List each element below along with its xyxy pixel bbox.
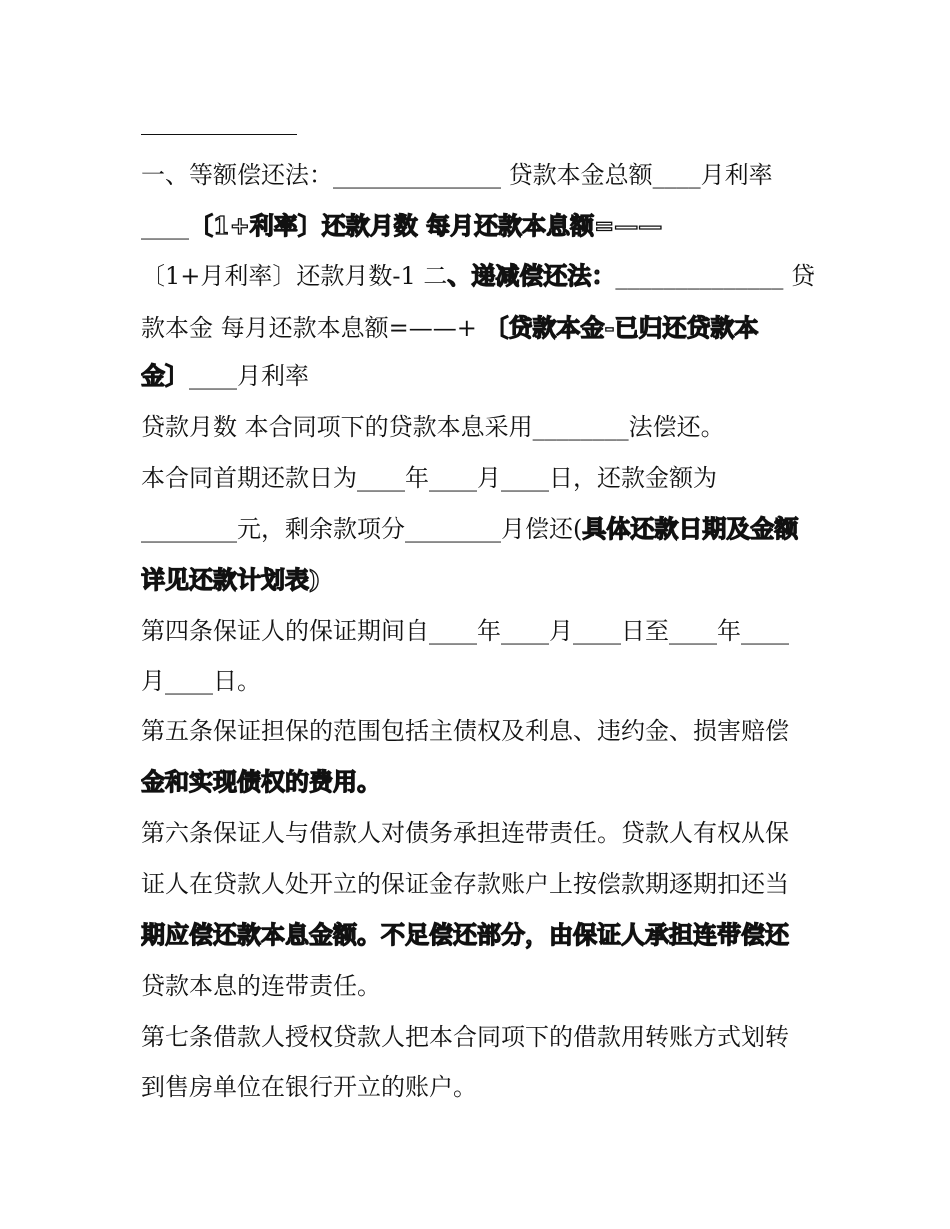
- outlined-text-segment: 详见还款计划表): [141, 565, 321, 594]
- text-segment: 到售房单位在银行开立的账户。: [141, 1073, 477, 1101]
- outlined-text-segment: 金和实现债权的费用。: [141, 767, 381, 796]
- text-line: [141, 869, 821, 899]
- text-line: [141, 261, 821, 291]
- text-segment: ______________ 贷: [615, 262, 816, 290]
- text-segment: 第四条保证人的保证期间自____年____月____日至____年____: [141, 617, 789, 645]
- top-blank-line: [141, 134, 297, 135]
- text-line: [141, 666, 821, 696]
- text-segment: 款本金 每月还款本息额=——+: [141, 314, 485, 342]
- outlined-text-segment: 具体还款日期及金额: [582, 514, 799, 543]
- text-line: [141, 767, 821, 797]
- text-line: [141, 716, 821, 746]
- text-segment: 月____日。: [141, 667, 261, 695]
- outlined-text-segment: 期应偿还款本息金额。不足偿还部分，由保证人承担连带偿还: [141, 920, 789, 949]
- text-segment: 本合同首期还款日为____年____月____日，还款金额为: [141, 464, 717, 492]
- text-line: [141, 412, 821, 442]
- text-segment: 第七条借款人授权贷款人把本合同项下的借款用转账方式划转: [141, 1023, 789, 1051]
- text-line: [141, 971, 821, 1001]
- outlined-text-segment: 金〕: [141, 361, 189, 390]
- text-segment: ____: [141, 212, 189, 240]
- text-line: [141, 818, 821, 848]
- text-line: [141, 514, 821, 544]
- text-segment: 贷款月数 本合同项下的贷款本息采用________法偿还。: [141, 413, 725, 441]
- text-segment: 贷款本息的连带责任。: [141, 972, 381, 1000]
- text-segment: 证人在贷款人处开立的保证金存款账户上按偿款期逐期扣还当: [141, 870, 789, 898]
- text-line: [141, 211, 821, 241]
- text-line: [141, 1022, 821, 1052]
- text-line: [141, 160, 821, 190]
- text-line: [141, 313, 821, 343]
- text-segment: ________元，剩余款项分________月偿还(: [141, 515, 583, 543]
- text-line: [141, 1072, 821, 1102]
- outlined-text-segment: 〔贷款本金-已归还贷款本: [484, 313, 759, 342]
- text-segment: ____月利率: [189, 362, 309, 390]
- text-line: [141, 920, 821, 950]
- text-line: [141, 361, 821, 391]
- text-line: [141, 565, 821, 595]
- text-segment: 〔1+月利率〕还款月数-1 二: [141, 262, 448, 290]
- text-segment: 第六条保证人与借款人对债务承担连带责任。贷款人有权从保: [141, 819, 789, 847]
- text-segment: 第五条保证担保的范围包括主债权及利息、违约金、损害赔偿: [141, 717, 789, 745]
- text-segment: 一、等额偿还法：______________ 贷款本金总额____月利率: [141, 161, 773, 189]
- outlined-text-segment: 、递减偿还法：: [447, 261, 616, 290]
- outlined-text-segment: 〔1+利率〕还款月数 每月还款本息额=——: [189, 211, 663, 240]
- text-line: [141, 463, 821, 493]
- text-line: [141, 616, 821, 646]
